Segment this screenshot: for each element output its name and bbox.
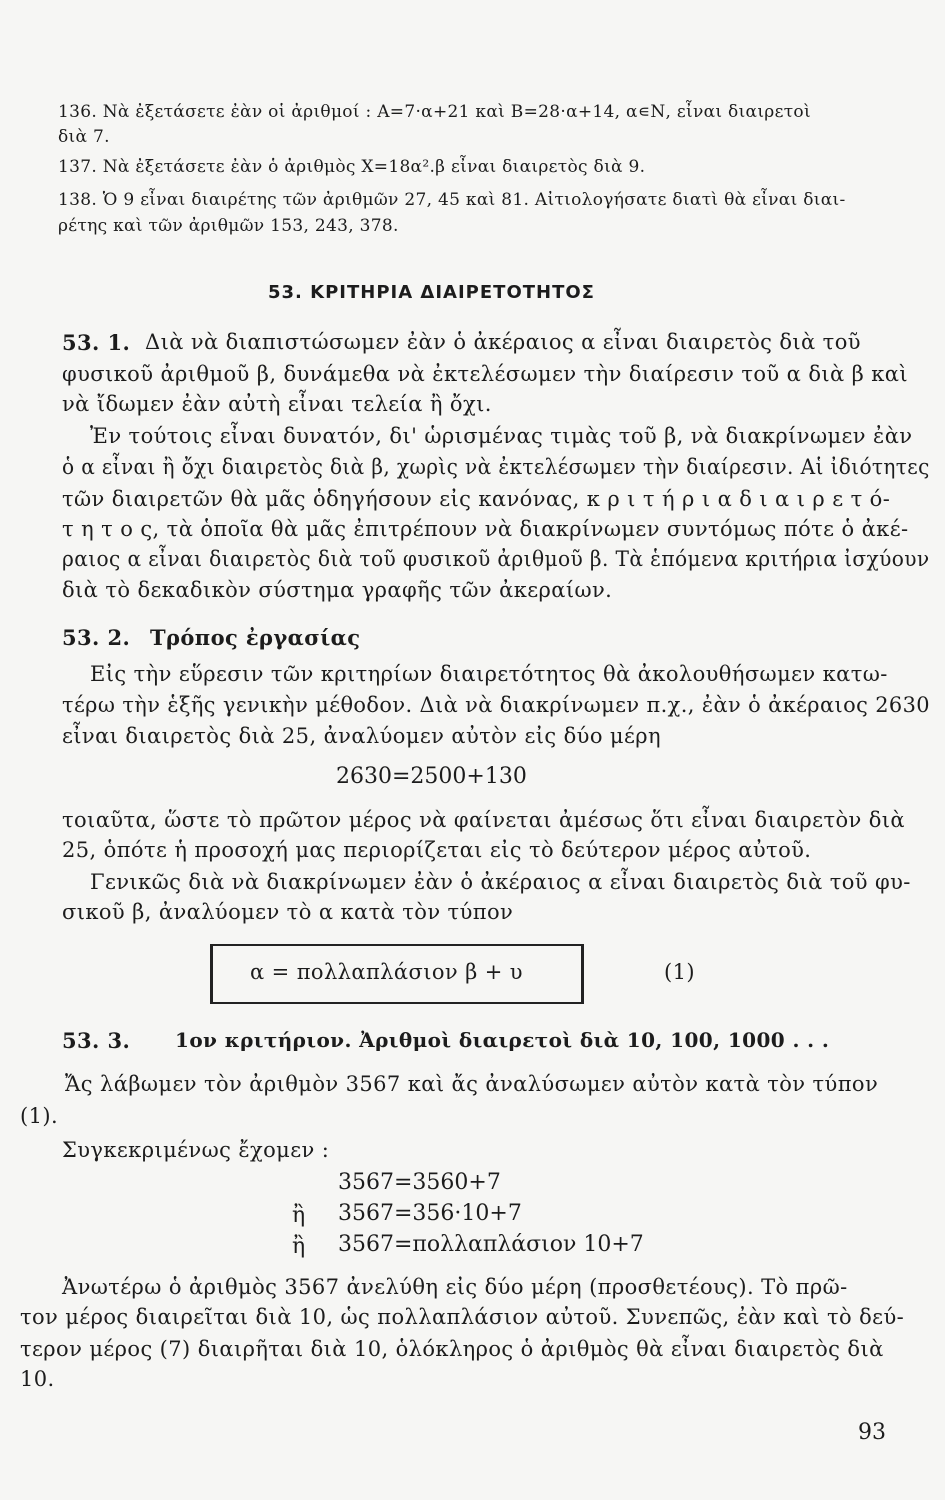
para-53-3-line-6: τερον μέρος (7) διαιρῆται διὰ 10, ὁλόκληρος ὁ ἀριθμὸς θὰ εἶναι διαιρετὸς διὰ xyxy=(20,1337,884,1361)
section-title: 53. ΚΡΙΤΗΡΙΑ ΔΙΑΙΡΕΤΟΤΗΤΟΣ xyxy=(268,282,595,303)
para-53-1-line-5: ὁ α εἶναι ἢ ὄχι διαιρετὸς διὰ β, χωρὶς νὰ ἐκτελέσωμεν τὴν διαίρεσιν. Αἱ ἰδιότητες xyxy=(62,455,930,479)
para-53-1-line-3: νὰ ἴδωμεν ἐὰν αὐτὴ εἶναι τελεία ἢ ὄχι. xyxy=(62,392,492,416)
subsection-53-3-label: 53. 3. xyxy=(62,1028,131,1053)
para-53-1-line-2: φυσικοῦ ἀριθμοῦ β, δυνάμεθα νὰ ἐκτελέσωμεν τὴν διαίρεσιν τοῦ α διὰ β καὶ xyxy=(62,362,909,386)
para-53-1-line-7: τ η τ ο ς, τὰ ὁποῖα θὰ μᾶς ἐπιτρέπουν νὰ διακρίνωμεν συντόμως πότε ὁ ἀκέ- xyxy=(62,517,909,541)
para-53-2-line-3: εἶναι διαιρετὸς διὰ 25, ἀναλύομεν αὐτὸν εἰς δύο μέρη xyxy=(62,724,661,748)
subsection-53-2-label: 53. 2. xyxy=(62,625,131,650)
exercise-136-line-1: 136. Νὰ ἐξετάσετε ἐὰν οἱ ἀριθμοί : Α=7·α+21 καὶ Β=28·α+14, α∊Ν, εἶναι διαιρετοὶ xyxy=(58,102,811,122)
page-number: 93 xyxy=(858,1420,886,1445)
or-word-1: ἢ xyxy=(292,1203,306,1228)
equation-3567-b: 3567=356·10+7 xyxy=(338,1201,522,1226)
para-53-2-line-2: τέρω τὴν ἑξῆς γενικὴν μέθοδον. Διὰ νὰ διακρίνωμεν π.χ., ἐὰν ὁ ἀκέραιος 2630 xyxy=(62,693,930,717)
equation-3567-c: 3567=πολλαπλάσιον 10+7 xyxy=(338,1232,644,1257)
para-53-2-line-4: τοιαῦτα, ὥστε τὸ πρῶτον μέρος νὰ φαίνεται ἀμέσως ὅτι εἶναι διαιρετὸν διὰ xyxy=(62,808,906,832)
formula-text: α = πολλαπλάσιον β + υ xyxy=(250,960,523,984)
para-53-1-line-1: Διὰ νὰ διαπιστώσωμεν ἐὰν ὁ ἀκέραιος α εἶναι διαιρετὸς διὰ τοῦ xyxy=(145,330,861,354)
para-53-2-line-6: Γενικῶς διὰ νὰ διακρίνωμεν ἐὰν ὁ ἀκέραιος α εἶναι διαιρετὸς διὰ τοῦ φυ- xyxy=(90,870,911,894)
para-53-1-line-4: Ἐν τούτοις εἶναι δυνατόν, δι' ὡρισμένας τιμὰς τοῦ β, νὰ διακρίνωμεν ἐὰν xyxy=(90,424,913,448)
para-53-3-line-7: 10. xyxy=(20,1367,55,1391)
subsection-53-1-label: 53. 1. xyxy=(62,330,131,355)
subsection-53-2-title: Τρόπος ἐργασίας xyxy=(150,625,361,650)
equation-3567-a: 3567=3560+7 xyxy=(338,1170,501,1195)
para-53-1-line-6: τῶν διαιρετῶν θὰ μᾶς ὁδηγήσουν εἰς κανόνας, κ ρ ι τ ή ρ ι α δ ι α ι ρ ε τ ό- xyxy=(62,487,891,511)
subsection-53-3-title: 1ον κριτήριον. Ἀριθμοὶ διαιρετοὶ διὰ 10, 100, 1000 . . . xyxy=(175,1028,830,1052)
para-53-1-line-8: ραιος α εἶναι διαιρετὸς διὰ τοῦ φυσικοῦ ἀριθμοῦ β. Τὰ ἑπόμενα κριτήρια ἰσχύουν xyxy=(62,547,930,571)
para-53-3-line-2: (1). xyxy=(20,1104,59,1128)
exercise-137: 137. Νὰ ἐξετάσετε ἐὰν ὁ ἀριθμὸς Χ=18α².β εἶναι διαιρετὸς διὰ 9. xyxy=(58,157,646,177)
exercise-136-line-2: διὰ 7. xyxy=(58,127,110,147)
para-53-3-line-5: τον μέρος διαιρεῖται διὰ 10, ὡς πολλαπλάσιον αὐτοῦ. Συνεπῶς, ἐὰν καὶ τὸ δεύ- xyxy=(20,1305,905,1329)
para-53-2-line-7: σικοῦ β, ἀναλύομεν τὸ α κατὰ τὸν τύπον xyxy=(62,900,514,924)
para-53-1-line-9: διὰ τὸ δεκαδικὸν σύστημα γραφῆς τῶν ἀκεραίων. xyxy=(62,578,613,602)
exercise-138-line-1: 138. Ὁ 9 εἶναι διαιρέτης τῶν ἀριθμῶν 27, 45 καὶ 81. Αἰτιολογήσατε διατὶ θὰ εἶναι διαι- xyxy=(58,190,846,210)
formula-number: (1) xyxy=(664,960,695,984)
para-53-3-line-4: Ἀνωτέρω ὁ ἀριθμὸς 3567 ἀνελύθη εἰς δύο μέρη (προσθετέους). Τὸ πρῶ- xyxy=(62,1275,848,1299)
para-53-3-line-1: Ἄς λάβωμεν τὸν ἀριθμὸν 3567 καὶ ἄς ἀναλύσωμεν αὐτὸν κατὰ τὸν τύπον xyxy=(65,1072,879,1096)
para-53-2-line-5: 25, ὁπότε ἡ προσοχή μας περιορίζεται εἰς τὸ δεύτερον μέρος αὐτοῦ. xyxy=(62,838,812,862)
or-word-2: ἢ xyxy=(292,1234,306,1259)
para-53-2-line-1: Εἰς τὴν εὕρεσιν τῶν κριτηρίων διαιρετότητος θὰ ἀκολουθήσωμεν κατω- xyxy=(90,662,888,686)
exercise-138-line-2: ρέτης καὶ τῶν ἀριθμῶν 153, 243, 378. xyxy=(58,216,399,236)
para-53-3-line-3: Συγκεκριμένως ἔχομεν : xyxy=(62,1138,330,1162)
equation-2630: 2630=2500+130 xyxy=(336,764,527,789)
